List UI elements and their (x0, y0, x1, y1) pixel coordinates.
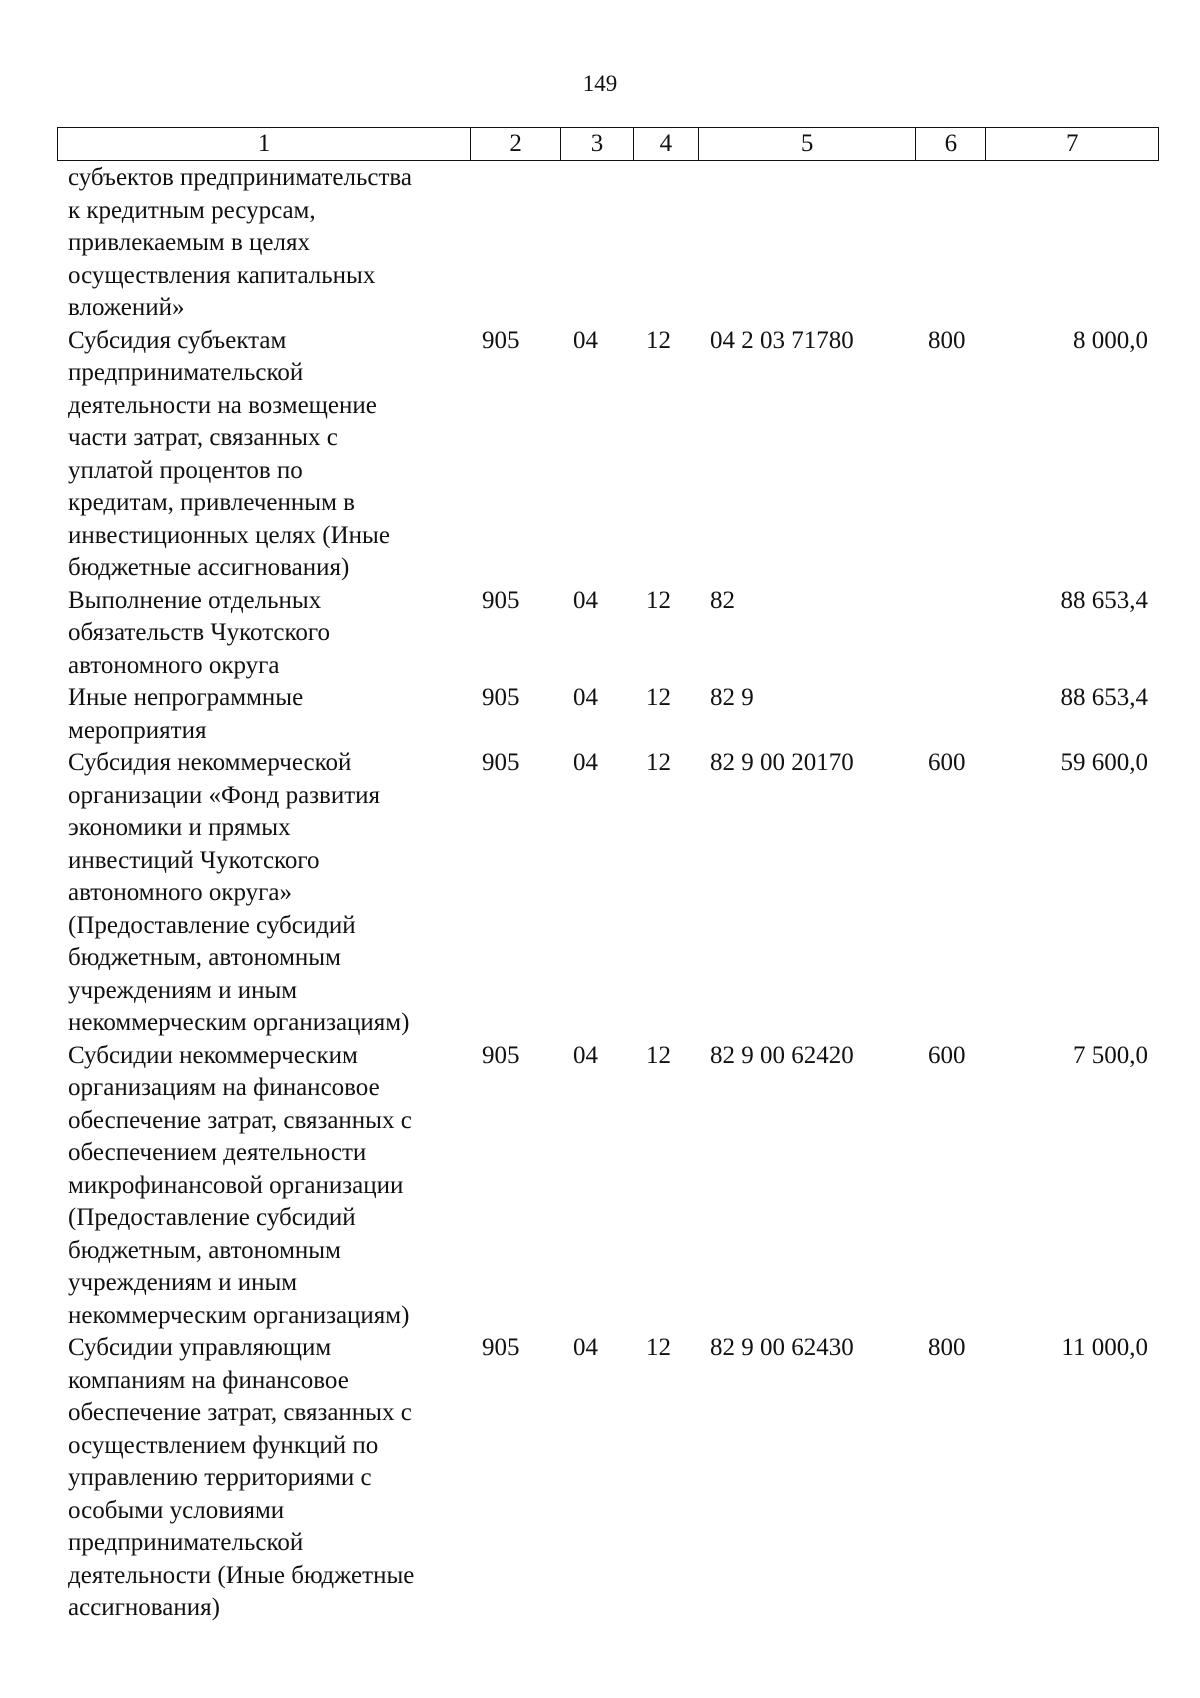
header-col-6: 6 (916, 128, 986, 160)
row-description (57, 162, 471, 325)
description-line: организациям на финансовое (68, 1074, 380, 1101)
description-line: (Предоставление субсидий (68, 1204, 356, 1231)
table-row (57, 682, 1159, 747)
subsection-code: 12 (646, 684, 671, 711)
header-col-2: 2 (471, 128, 561, 160)
description-line: автономного округа» (68, 879, 293, 906)
description-line: особыми условиями (68, 1496, 285, 1524)
target-article-code: 82 9 00 20170 (710, 749, 854, 776)
header-col-4: 4 (634, 128, 699, 160)
description-line: организации «Фонд развития (68, 781, 381, 809)
amount: 59 600,0 (1060, 749, 1148, 776)
description-line: обеспечение затрат, связанных с (68, 1399, 412, 1426)
description-line: некоммерческим организациям) (68, 1009, 410, 1036)
description-line: бюджетным, автономным (68, 1236, 341, 1264)
table-row (57, 1040, 1159, 1333)
page-number: 149 (582, 71, 618, 96)
expense-type-code (917, 682, 987, 747)
table-row (57, 585, 1159, 683)
description-line: Субсидии некоммерческим (68, 1041, 358, 1069)
ministry-code: 905 (482, 1334, 520, 1361)
ministry-code: 905 (482, 586, 520, 614)
header-col-3: 3 (561, 128, 634, 160)
description-line: части затрат, связанных с (68, 424, 338, 451)
description-line: обеспечением деятельности (68, 1139, 367, 1166)
section-code: 04 (573, 684, 598, 711)
subsection-code (634, 162, 699, 325)
description-line: Субсидии управляющим (68, 1334, 332, 1361)
target-article-code (699, 162, 917, 325)
amount: 88 653,4 (1060, 586, 1148, 614)
description-line: Субсидия некоммерческой (68, 749, 352, 776)
description-line: деятельности (Иные бюджетные (68, 1561, 415, 1589)
ministry-code: 905 (482, 749, 520, 776)
description-line: компаниям на финансовое (68, 1366, 349, 1394)
target-article-code: 04 2 03 71780 (710, 326, 854, 354)
ministry-code: 905 (482, 1041, 520, 1069)
ministry-code (471, 162, 561, 325)
expense-type-code: 800 (928, 1334, 966, 1361)
expense-type-code (917, 162, 987, 325)
section-code (561, 162, 634, 325)
row-description (57, 1332, 471, 1625)
description-line: предпринимательской (68, 359, 304, 386)
description-line: к кредитным ресурсам, (68, 196, 316, 224)
expense-type-code: 800 (928, 326, 966, 354)
description-line: обеспечение затрат, связанных с (68, 1106, 412, 1134)
description-line: управлению территориями с (68, 1464, 372, 1491)
amount (987, 162, 1159, 325)
description-line: (Предоставление субсидий (68, 911, 356, 939)
description-line: бюджетные ассигнования) (68, 554, 350, 581)
header-col-5: 5 (699, 128, 917, 160)
description-line: учреждениям и иным (68, 1269, 298, 1296)
description-line: обязательств Чукотского (68, 619, 331, 646)
description-line: экономики и прямых (68, 814, 291, 841)
table-header (57, 127, 1159, 161)
table-row (57, 325, 1159, 585)
table-body (57, 162, 1159, 1625)
section-code: 04 (573, 1041, 598, 1069)
description-line: кредитам, привлеченным в (68, 489, 355, 516)
amount: 11 000,0 (1061, 1334, 1148, 1361)
description-line: инвестиций Чукотского (68, 846, 320, 874)
description-line: Субсидия субъектам (68, 326, 287, 354)
target-article-code: 82 9 00 62430 (710, 1334, 854, 1361)
description-line: мероприятия (68, 716, 207, 744)
description-line: некоммерческим организациям) (68, 1301, 410, 1329)
description-line: вложений» (68, 294, 185, 321)
subsection-code: 12 (646, 326, 671, 354)
subsection-code: 12 (646, 586, 671, 614)
description-line: осуществлением функций по (68, 1431, 379, 1459)
row-description (57, 585, 471, 683)
ministry-code: 905 (482, 684, 520, 711)
row-description (57, 682, 471, 747)
subsection-code: 12 (646, 749, 671, 776)
section-code: 04 (573, 1334, 598, 1361)
section-code: 04 (573, 586, 598, 614)
description-line: привлекаемым в целях (68, 229, 310, 256)
subsection-code: 12 (646, 1041, 671, 1069)
description-line: микрофинансовой организации (68, 1171, 404, 1199)
target-article-code: 82 (710, 586, 735, 614)
table-row (57, 162, 1159, 325)
amount: 8 000,0 (1073, 326, 1148, 354)
header-col-7: 7 (1065, 130, 1079, 157)
header-col-1: 1 (58, 128, 471, 160)
table-row (57, 747, 1159, 1040)
row-description (57, 747, 471, 1040)
table-row (57, 1332, 1159, 1625)
description-line: ассигнования) (68, 1594, 220, 1621)
subsection-code: 12 (646, 1334, 671, 1361)
description-line: осуществления капитальных (68, 261, 376, 289)
expense-type-code (917, 585, 987, 683)
description-line: бюджетным, автономным (68, 944, 341, 971)
description-line: уплатой процентов по (68, 456, 303, 484)
description-line: Выполнение отдельных (68, 586, 322, 614)
description-line: автономного округа (68, 651, 280, 679)
description-line: учреждениям и иным (68, 976, 298, 1004)
expense-type-code: 600 (928, 1041, 966, 1069)
target-article-code: 82 9 00 62420 (710, 1041, 854, 1069)
section-code: 04 (573, 326, 598, 354)
expense-type-code: 600 (928, 749, 966, 776)
description-line: предпринимательской (68, 1529, 304, 1556)
section-code: 04 (573, 749, 598, 776)
row-description (57, 1040, 471, 1333)
description-line: деятельности на возмещение (68, 391, 377, 419)
amount: 7 500,0 (1073, 1041, 1148, 1069)
description-line: Иные непрограммные (68, 684, 304, 711)
target-article-code: 82 9 (710, 684, 754, 711)
ministry-code: 905 (482, 326, 520, 354)
row-description (57, 325, 471, 585)
description-line: субъектов предпринимательства (68, 164, 412, 191)
description-line: инвестиционных целях (Иные (68, 521, 390, 549)
amount: 88 653,4 (1060, 684, 1148, 711)
